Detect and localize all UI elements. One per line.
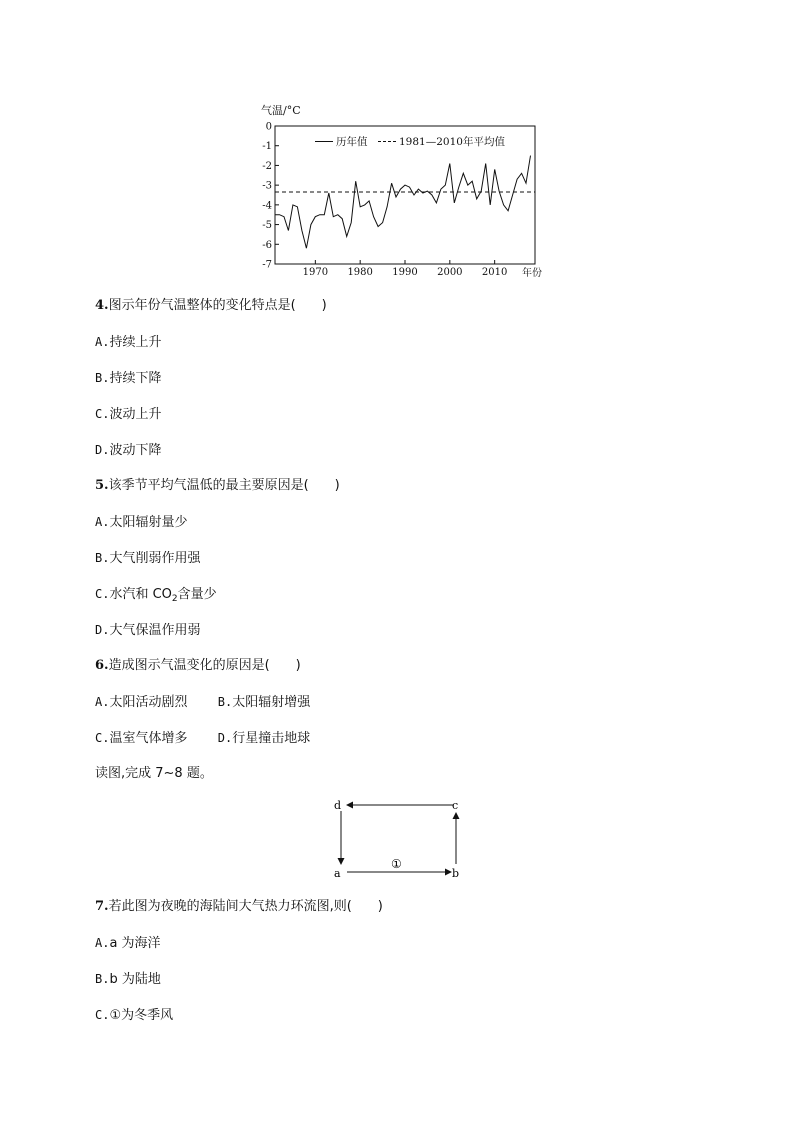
option-text: 水汽和 CO (109, 587, 172, 602)
option-letter: C. (95, 1008, 110, 1022)
temperature-chart (255, 100, 545, 285)
subscript: 2 (171, 594, 178, 604)
option-letter: B. (95, 551, 110, 565)
option-letter: D. (95, 443, 110, 457)
question-number: 5. (95, 478, 109, 493)
question-5-stem (95, 477, 340, 495)
option-letter: A. (95, 695, 110, 709)
question-text: 若此图为夜晚的海陆间大气热力环流图,则( ) (108, 899, 383, 914)
q4-option-a (95, 333, 161, 352)
y-tick-label: -4 (262, 200, 272, 212)
option-letter: A. (95, 515, 110, 529)
option-text: 持续下降 (109, 371, 162, 386)
x-tick-label: 1980 (347, 267, 373, 278)
series-annual-line (275, 156, 531, 249)
y-axis-label: 气温/°C (261, 104, 301, 117)
y-tick-label: -2 (262, 160, 272, 172)
chart-svg (255, 100, 545, 285)
option-text: 太阳辐射量少 (109, 515, 188, 530)
option-text: 含量少 (177, 587, 217, 602)
option-text: a 为海洋 (109, 936, 161, 951)
legend-label-annual: 历年值 (336, 136, 368, 148)
question-6-stem (95, 657, 301, 675)
option-text: 波动下降 (109, 443, 162, 458)
q7-option-c (95, 1006, 173, 1025)
question-text: 造成图示气温变化的原因是( ) (108, 658, 301, 673)
circulation-diagram (325, 797, 470, 882)
question-text: 图示年份气温整体的变化特点是( ) (108, 298, 327, 313)
q7-option-a (95, 934, 161, 953)
x-tick-label: 1970 (302, 267, 329, 278)
option-text: 太阳活动剧烈 (109, 695, 188, 710)
q4-option-d (95, 441, 161, 460)
label-center: ① (391, 857, 402, 871)
option-letter: C. (95, 587, 110, 601)
q6-options-ab (95, 693, 310, 712)
option-letter: A. (95, 936, 110, 950)
label-b: b (452, 867, 460, 880)
option-letter: B. (95, 972, 110, 986)
q5-option-a (95, 513, 187, 532)
x-axis-label: 年份 (522, 268, 542, 279)
q4-option-c (95, 405, 161, 424)
option-text: ①为冬季风 (109, 1008, 174, 1023)
q4-option-b (95, 369, 161, 388)
q5-option-c (95, 585, 217, 608)
option-text: 大气削弱作用强 (109, 551, 201, 566)
q6-options-cd (95, 729, 310, 748)
option-text: 太阳辐射增强 (232, 695, 311, 710)
option-text: 波动上升 (109, 407, 162, 422)
question-number: 4. (95, 298, 109, 313)
x-tick-label: 1990 (392, 267, 418, 278)
y-tick-label: 0 (265, 121, 272, 133)
option-text: 持续上升 (109, 335, 162, 350)
q7-option-b (95, 970, 161, 989)
label-a: a (334, 867, 341, 880)
label-d: d (334, 799, 342, 812)
legend-label-average: 1981—2010年平均值 (399, 136, 505, 148)
option-text: b 为陆地 (109, 972, 161, 987)
y-tick-label: -5 (262, 220, 272, 232)
label-c: c (452, 799, 459, 812)
diagram-svg (325, 797, 470, 882)
question-text: 该季节平均气温低的最主要原因是( ) (108, 478, 340, 493)
option-text: 行星撞击地球 (232, 731, 311, 746)
x-tick-label: 2000 (437, 267, 463, 278)
option-text: 温室气体增多 (109, 731, 188, 746)
option-letter: D. (217, 731, 233, 745)
instruction-text: 读图,完成 7~8 题。 (95, 766, 213, 781)
option-letter: D. (95, 623, 110, 637)
q5-option-b (95, 549, 200, 568)
question-4-stem (95, 297, 327, 315)
option-text: 大气保温作用弱 (109, 623, 201, 638)
x-tick-label: 2010 (481, 267, 508, 278)
y-tick-label: -6 (262, 239, 272, 251)
option-letter: C. (95, 731, 110, 745)
y-tick-label: -3 (262, 180, 272, 192)
q5-option-d (95, 621, 200, 640)
option-letter: A. (95, 335, 110, 349)
y-tick-label: -1 (262, 141, 272, 153)
option-letter: B. (95, 371, 110, 385)
y-tick-label: -7 (262, 259, 272, 271)
question-number: 7. (95, 899, 109, 914)
option-letter: B. (217, 695, 233, 709)
option-letter: C. (95, 407, 110, 421)
question-number: 6. (95, 658, 109, 673)
question-7-stem (95, 898, 383, 916)
